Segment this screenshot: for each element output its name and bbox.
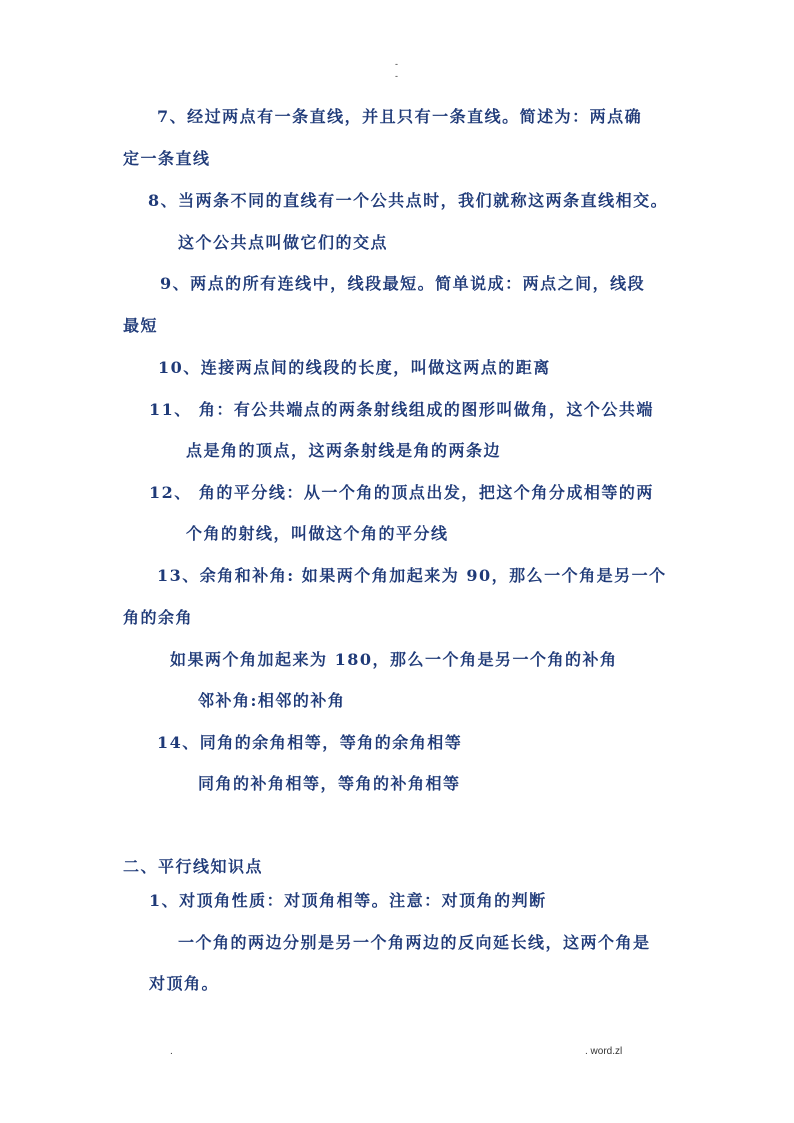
item-7-line-2: 定一条直线 xyxy=(123,149,211,168)
item-7-line-1: 7、经过两点有一条直线，并且只有一条直线。简述为：两点确 xyxy=(157,107,643,126)
item-13-line-3: 如果两个角加起来为 180，那么一个角是另一个角的补角 xyxy=(170,650,618,669)
item-9-line-1: 9、两点的所有连线中，线段最短。简单说成：两点之间，线段 xyxy=(160,274,646,293)
section-2-item-1-line-3: 对顶角。 xyxy=(149,974,220,993)
header-mark-top: - xyxy=(395,59,398,69)
item-14-line-1: 14、同角的余角相等，等角的余角相等 xyxy=(157,733,463,752)
footer-right: . word.zl xyxy=(585,1046,623,1057)
item-11-line-1: 11、 角：有公共端点的两条射线组成的图形叫做角，这个公共端 xyxy=(149,400,654,419)
item-12-line-2: 个角的射线，叫做这个角的平分线 xyxy=(186,524,449,543)
item-12-line-1: 12、 角的平分线：从一个角的顶点出发，把这个角分成相等的两 xyxy=(149,483,654,502)
item-10: 10、连接两点间的线段的长度，叫做这两点的距离 xyxy=(158,358,551,377)
header-mark-bottom: - xyxy=(395,71,398,81)
item-13-line-4: 邻补角:相邻的补角 xyxy=(198,691,346,710)
item-14-line-2: 同角的补角相等，等角的补角相等 xyxy=(198,774,461,793)
section-2-title: 二、平行线知识点 xyxy=(123,857,264,876)
item-13-line-2: 角的余角 xyxy=(123,608,194,627)
footer-left: . xyxy=(170,1046,173,1057)
item-11-line-2: 点是角的顶点，这两条射线是角的两条边 xyxy=(186,441,502,460)
item-9-line-2: 最短 xyxy=(123,316,159,335)
item-8-line-2: 这个公共点叫做它们的交点 xyxy=(178,233,389,252)
item-8-line-1: 8、当两条不同的直线有一个公共点时，我们就称这两条直线相交。 xyxy=(148,191,669,210)
item-13-line-1: 13、余角和补角: 如果两个角加起来为 90，那么一个角是另一个 xyxy=(157,566,667,585)
section-2-item-1-line-2: 一个角的两边分别是另一个角两边的反向延长线，这两个角是 xyxy=(178,933,651,952)
section-2-item-1-line-1: 1、对顶角性质：对顶角相等。注意：对顶角的判断 xyxy=(149,891,547,910)
